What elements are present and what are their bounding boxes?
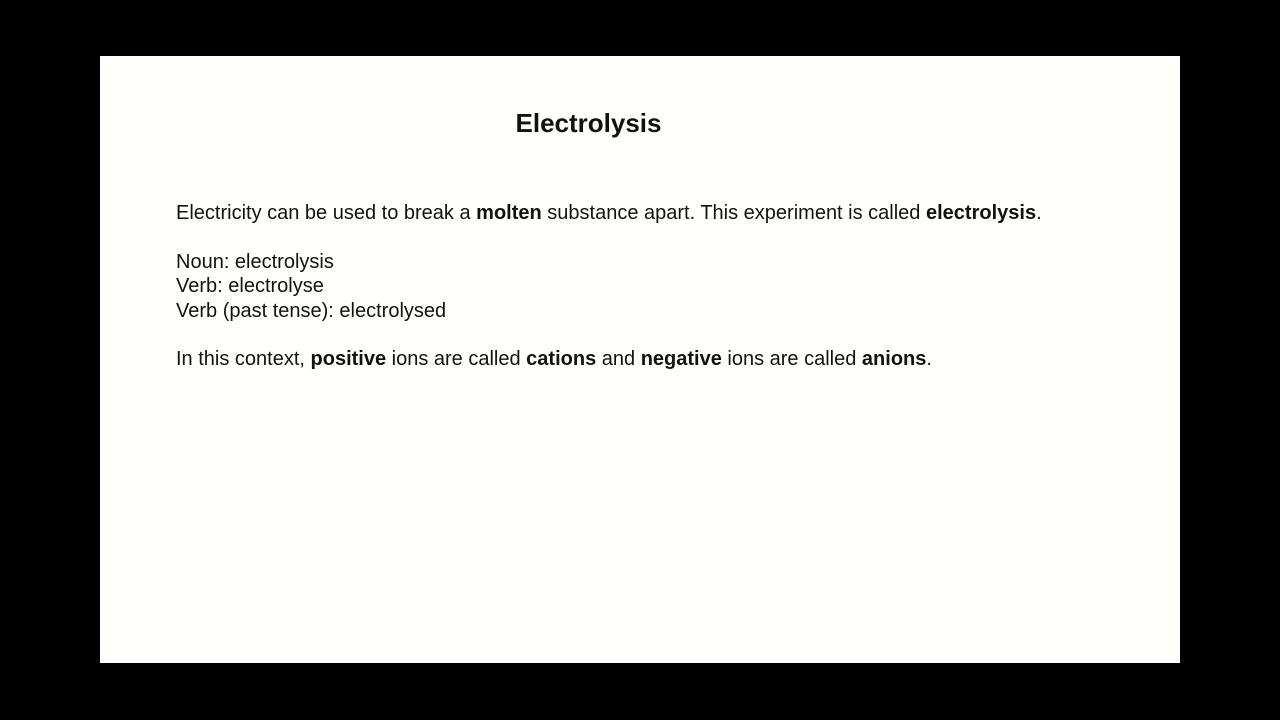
intro-text-3: . [1036,202,1042,224]
slide-title: Electrolysis [515,108,662,138]
ions-text-2: ions are called [386,348,527,370]
term-anions: anions [861,348,927,370]
paragraph-gap [176,226,1136,250]
ions-text-5: . [926,348,932,370]
intro-text-2: substance apart. This experiment is called [541,202,926,224]
ions-text-3: and [596,348,641,370]
intro-text-1: Electricity can be used to break a [176,202,477,224]
word-form-verb: Verb: electrolyse [176,275,324,297]
term-positive: positive [310,348,387,370]
word-forms [176,250,1136,324]
word-form-noun: Noun: electrolysis [176,250,334,273]
slide [100,56,1180,663]
term-electrolysis: electrolysis [926,202,1037,224]
term-cations: cations [526,348,597,370]
term-negative: negative [640,348,722,370]
ions-text-4: ions are called [721,348,862,370]
paragraph-gap [176,323,1136,347]
slide-body [176,201,1136,372]
word-form-verb-past: Verb (past tense): electrolysed [176,299,447,322]
ions-paragraph [176,347,1136,372]
intro-paragraph [176,201,1136,226]
term-molten: molten [476,202,542,224]
ions-text-1: In this context, [176,348,311,370]
